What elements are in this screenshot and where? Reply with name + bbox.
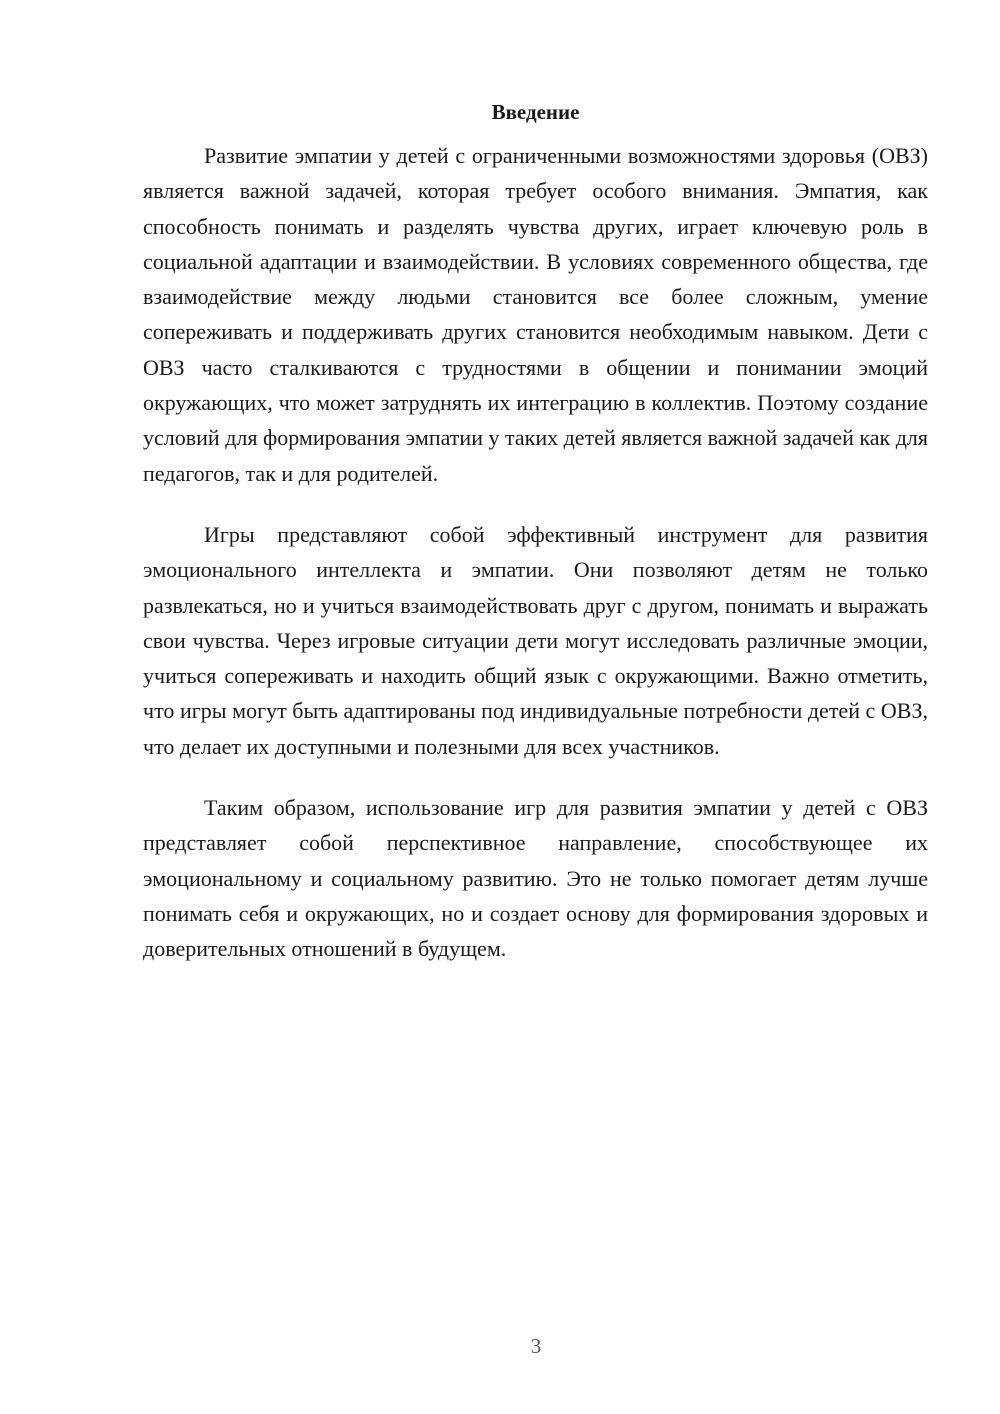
page-number: 3 <box>530 1334 542 1358</box>
paragraph-2: Игры представляют собой эффективный инструмент для развития эмоционального интеллекта и эмпатии. Они позволяют детям не только развлекаться, но и учиться взаимодействовать друг с другом, понимать и выражать свои чувства. Через игровые ситуации дети могут исследовать различные эмоции, учиться сопереживать и находить общий язык с окружающими. Важно отметить, что игры могут быть адаптированы под индивидуальные потребности детей с ОВЗ, что делает их доступными и полезными для всех участников. <box>143 521 928 759</box>
document-body <box>143 96 928 967</box>
paragraph-1: Развитие эмпатии у детей с ограниченными возможностями здоровья (ОВЗ) является важной задачей, которая требует особого внимания. Эмпатия, как способность понимать и разделять чувства других, играет ключевую роль в социальной адаптации и взаимодействии. В условиях современного общества, где взаимодействие между людьми становится все более сложным, умение сопереживать и поддерживать других становится необходимым навыком. Дети с ОВЗ часто сталкиваются с трудностями в общении и понимании эмоций окружающих, что может затруднять их интеграцию в коллектив. Поэтому создание условий для формирования эмпатии у таких детей является важной задачей как для педагогов, так и для родителей. <box>143 143 928 486</box>
paragraph-3: Таким образом, использование игр для развития эмпатии у детей с ОВЗ представляет собой перспективное направление, способствующее их эмоциональному и социальному развитию. Это не только помогает детям лучше понимать себя и окружающих, но и создает основу для формирования здоровых и доверительных отношений в будущем. <box>143 795 928 962</box>
section-title: Введение <box>491 100 580 124</box>
